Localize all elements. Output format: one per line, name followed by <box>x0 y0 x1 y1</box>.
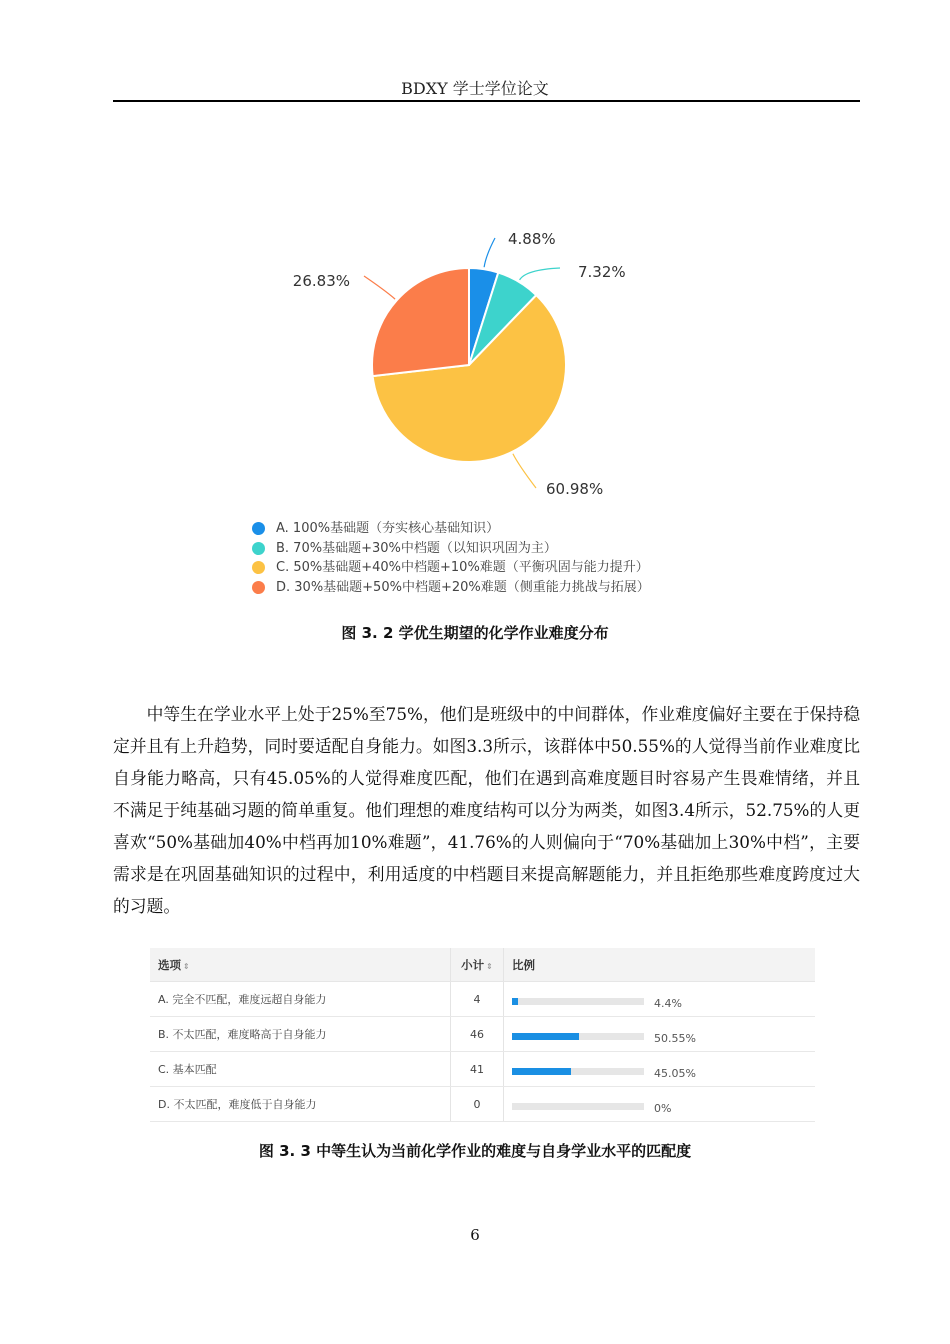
header-option[interactable] <box>150 948 451 982</box>
header-count[interactable] <box>451 948 504 982</box>
pie-leader-line <box>484 238 495 267</box>
row-option: B. 不太匹配，难度略高于自身能力 <box>150 1017 451 1052</box>
body-paragraph: 中等生在学业水平上处于25%至75%，他们是班级中的中间群体，作业难度偏好主要在于保持稳定并且有上升趋势，同时要适配自身能力。如图3.3所示，该群体中50.55%的人觉得当前作业难度比自身能力略高，只有45.05%的人觉得难度匹配，他们在遇到高难度题目时容易产生畏难情绪，并且不满足于纯基础习题的简单重复。他们理想的难度结构可以分为两类，如图3.4所示，52.75%的人更喜欢“50%基础加40%中档再加10%难题”，41.76%的人则偏向于“70%基础加上30%中档”，主要需求是在巩固基础知识的过程中，利用适度的中档题目来提高解题能力，并且拒绝那些难度跨度过大的习题。 <box>113 704 860 916</box>
row-ratio <box>504 1087 816 1122</box>
table-row <box>150 1052 815 1087</box>
row-ratio <box>504 1052 816 1087</box>
legend-label: D. 30%基础题+50%中档题+20%难题（侧重能力挑战与拓展） <box>276 579 650 595</box>
table-row <box>150 1017 815 1052</box>
pie-data-label: 26.83% <box>292 272 350 290</box>
pie-slice <box>372 268 469 376</box>
legend-swatch <box>252 561 265 574</box>
figure-caption-3-2: 图 3. 2 学优生期望的化学作业难度分布 <box>341 624 609 642</box>
row-option: C. 基本匹配 <box>150 1052 451 1087</box>
pie-legend <box>252 519 752 597</box>
header-rule <box>113 100 860 102</box>
ratio-bar-track <box>512 1068 644 1075</box>
row-count: 41 <box>451 1052 504 1087</box>
ratio-label: 50.55% <box>654 1031 696 1045</box>
table-row <box>150 982 815 1017</box>
header-option-label: 选项 <box>158 957 181 972</box>
row-count: 4 <box>451 982 504 1017</box>
legend-label: A. 100%基础题（夯实核心基础知识） <box>276 521 500 536</box>
header-count-label: 小计 <box>461 957 485 972</box>
pie-leader-line <box>520 268 560 280</box>
table-row <box>150 1087 815 1122</box>
match-table <box>150 948 815 1122</box>
ratio-label: 45.05% <box>654 1066 696 1080</box>
ratio-label: 4.4% <box>654 996 682 1010</box>
row-ratio <box>504 1017 816 1052</box>
ratio-bar-track <box>512 1103 644 1110</box>
legend-swatch <box>252 581 265 594</box>
ratio-label: 0% <box>654 1101 672 1115</box>
pie-data-label: 60.98% <box>546 480 604 498</box>
row-ratio <box>504 982 816 1017</box>
pie-data-label: 7.32% <box>578 263 626 281</box>
row-count: 0 <box>451 1087 504 1122</box>
running-header: BDXY 学士学位论文 <box>401 79 549 98</box>
legend-label: B. 70%基础题+30%中档题（以知识巩固为主） <box>276 540 557 556</box>
pie-chart <box>240 220 720 510</box>
sort-icon: ⇕ <box>486 961 493 971</box>
row-option: D. 不太匹配，难度低于自身能力 <box>150 1087 451 1122</box>
ratio-bar-fill <box>512 998 518 1005</box>
legend-item <box>252 578 752 598</box>
pie-data-label: 4.88% <box>508 230 556 248</box>
legend-swatch <box>252 542 265 555</box>
row-count: 46 <box>451 1017 504 1052</box>
pie-leader-line <box>364 276 395 299</box>
legend-item <box>252 558 752 578</box>
ratio-bar-track <box>512 998 644 1005</box>
legend-swatch <box>252 522 265 535</box>
header-ratio: 比例 <box>504 948 816 982</box>
ratio-bar-track <box>512 1033 644 1040</box>
row-option: A. 完全不匹配，难度远超自身能力 <box>150 982 451 1017</box>
table-header-row <box>150 948 815 982</box>
legend-item <box>252 519 752 539</box>
ratio-bar-fill <box>512 1068 571 1075</box>
legend-label: C. 50%基础题+40%中档题+10%难题（平衡巩固与能力提升） <box>276 560 649 575</box>
page-number: 6 <box>470 1226 480 1244</box>
sort-icon: ⇕ <box>183 961 190 971</box>
figure-caption-3-3: 图 3. 3 中等生认为当前化学作业的难度与自身学业水平的匹配度 <box>258 1142 692 1160</box>
legend-item <box>252 539 752 559</box>
pie-leader-line <box>513 454 536 488</box>
ratio-bar-fill <box>512 1033 579 1040</box>
